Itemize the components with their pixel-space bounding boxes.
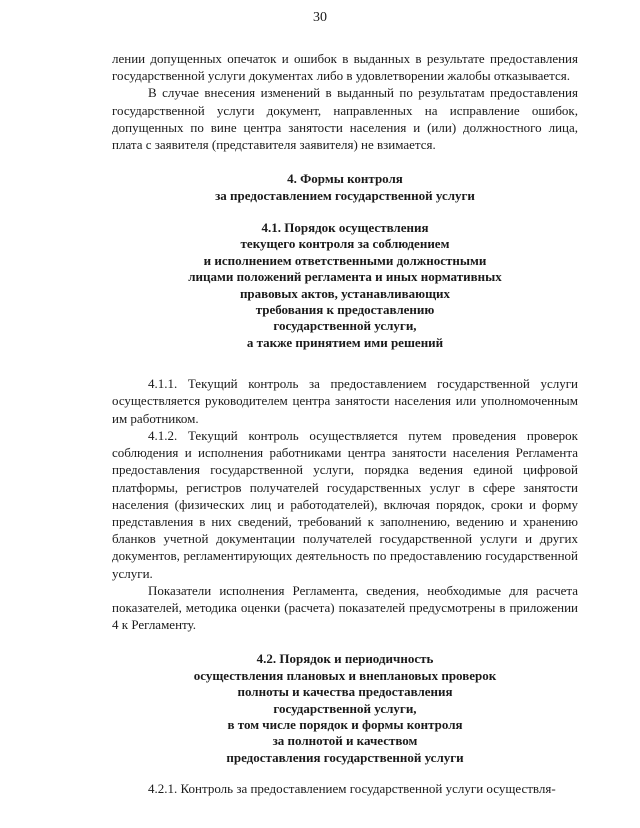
paragraph-fee-not-charged: В случае внесения изменений в выданный по результатам предоставления государственной услуги документ, направленных на исправление ошибок, допущенных по вине центра занятости населения и (или) должностного лица, плата с заявителя (представителя заявителя) не взимается. — [112, 85, 578, 153]
heading-line: полноты и качества предоставления — [237, 684, 453, 700]
heading-line: в том числе порядок и формы контроля — [227, 716, 463, 732]
heading-line: государственной услуги, — [273, 700, 417, 716]
page-content — [112, 50, 578, 797]
heading-line: и исполнением ответственными должностными — [203, 252, 487, 268]
heading-line: а также принятием ими решений — [246, 334, 444, 350]
heading-line: за полнотой и качеством — [272, 733, 418, 749]
heading-line: требования к предоставлению — [255, 302, 435, 318]
paragraph-4-2-1: 4.2.1. Контроль за предоставлением государственной услуги осуществля- — [148, 781, 556, 797]
heading-line: 4.1. Порядок осуществления — [261, 220, 429, 236]
section-4-2-heading — [112, 651, 578, 766]
heading-line: 4.2. Порядок и периодичность — [256, 651, 434, 667]
paragraph-4-1-1: 4.1.1. Текущий контроль за предоставлением государственной услуги осуществляется руководителем центра занятости населения или уполномоченным им работником. — [112, 376, 578, 426]
heading-line: за предоставлением государственной услуги — [215, 187, 475, 203]
paragraph-4-1-2: 4.1.2. Текущий контроль осуществляется путем проведения проверок соблюдения и исполнения работниками центра занятости населения Регламента предоставления государственной услуги, порядка ведения единой цифровой платформы, регистров получателей государственных услуг в сфере занятости населения (физических лиц и работодателей), включая порядок, сроки и форму представления в них сведений, требований к заполнению, ведению и хранению бланков учетной документации получателей государственной услуги и других документов, регламентирующих деятельность по предоставлению государственной услуги. — [112, 427, 578, 581]
heading-line: лицами положений регламента и иных нормативных — [188, 269, 502, 285]
heading-line: 4. Формы контроля — [287, 171, 403, 187]
heading-line: текущего контроля за соблюдением — [240, 236, 450, 252]
page-number: 30 — [313, 10, 327, 25]
paragraph-indicators: Показатели исполнения Регламента, сведения, необходимые для расчета показателей, методика оценки (расчета) показателей предусмотрены в приложении 4 к Регламенту. — [112, 582, 578, 633]
section-4-1-heading — [112, 220, 578, 351]
section-4-heading — [112, 171, 578, 204]
heading-line: правовых актов, устанавливающих — [239, 285, 451, 301]
heading-line: предоставления государственной услуги — [226, 749, 464, 765]
heading-line: государственной услуги, — [273, 318, 417, 334]
heading-line: осуществления плановых и внеплановых проверок — [193, 667, 497, 683]
paragraph-continuation: лении допущенных опечаток и ошибок в выданных в результате предоставления государственной услуги документах либо в удовлетворении жалобы отказывается. — [112, 51, 578, 84]
